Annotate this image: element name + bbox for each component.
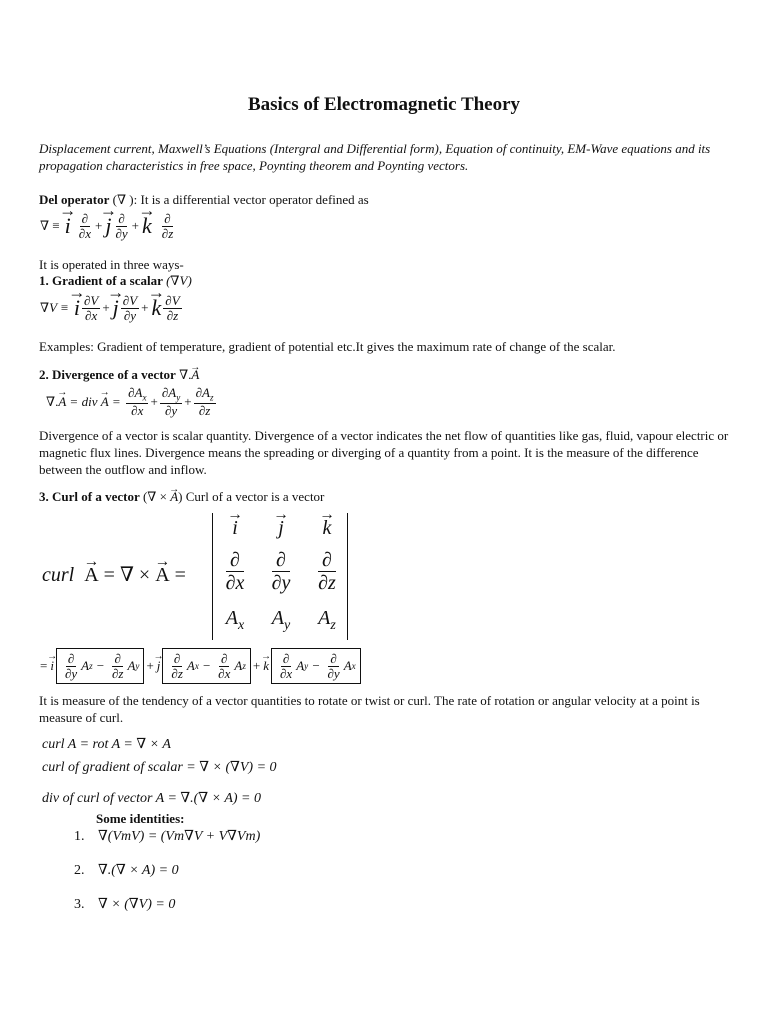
- divergence-heading: 2. Divergence of a vector: [39, 367, 176, 382]
- curl-determinant: → i → j → k ∂ ∂x ∂ ∂y ∂ ∂z $A_x$ $A_y$ $A_z$: [212, 513, 348, 640]
- divergence-heading-line: 2. Divergence of a vector ∇.→ A: [39, 366, 199, 383]
- divergence-symbol: ∇.: [179, 367, 192, 382]
- del-operator-label: Del operator: [39, 192, 110, 207]
- curl-lhs: curl → A = ∇ × → A =: [42, 562, 186, 587]
- curl-heading-line: 3. Curl of a vector (∇ × → A) Curl of a vector is a vector: [39, 488, 324, 505]
- curl-after-text: Curl of a vector is a vector: [182, 489, 325, 504]
- del-operator-line: [39, 191, 369, 208]
- identities-heading: Some identities:: [96, 811, 185, 826]
- divergence-equation: ∇. → A = div → A = $\frac{\partial A_x}{\partial x}$ + $\frac{\partial A_y}{\partial y}$ + $\frac{\partial A_z}{\partial z}$: [46, 386, 218, 418]
- identity-item-3: 3. ∇ × (∇V) = 0: [74, 896, 176, 912]
- page-title: Basics of Electromagnetic Theory: [247, 94, 521, 115]
- operated-text: It is operated in three ways-: [39, 257, 184, 272]
- gradient-examples: Examples: Gradient of temperature, gradient of potential etc.It gives the maximum rate of change of the scalar.: [39, 339, 616, 354]
- identity-item-1: 1. ∇(VmV) = (Vm∇V + V∇Vm): [74, 828, 261, 844]
- div-curl-line: div of curl of vector A = ∇.(∇ × A) = 0: [42, 791, 261, 806]
- del-equation: ∇ ≡ → i $\frac{\partial}{\partial x}$ + → j $\frac{\partial}{\partial y}$ + → k $\frac{\partial}{\partial z}$: [40, 212, 177, 240]
- del-operator-symbol: (∇ ): [112, 192, 134, 207]
- gradient-heading: 1. Gradient of a scalar: [39, 273, 163, 288]
- curl-heading: 3. Curl of a vector: [39, 489, 140, 504]
- gradient-symbol: (∇V): [166, 273, 192, 288]
- identity-item-2: 2. ∇.(∇ × A) = 0: [74, 862, 179, 878]
- divergence-description: Divergence of a vector is scalar quantity. Divergence of a vector indicates the net flow of quantities like gas, fluid, vapour electric or magnetic flux lines. Divergence means the spreading or diverging of a quantity from a point. It is the measure of the difference between the outflow and inflow.: [39, 428, 729, 477]
- curl-gradient-line: curl of gradient of scalar = ∇ × (∇V) = 0: [42, 760, 277, 775]
- curl-symbol-post: ): [178, 489, 183, 504]
- curl-rot-line: curl A = rot A = ∇ × A: [42, 737, 171, 752]
- curl-symbol-pre: (∇ ×: [142, 489, 171, 504]
- curl-expansion: = → i $\frac{\partial}{\partial y}$ A z − $\frac{\partial}{\partial z}$ A y + → j $\frac{\partial}{\partial z}$ A x − $\frac{\partial}{\partial x}$ A z + → k $\frac{\partial}{\partial x}$ A y − $\frac{\partial}{\partial y}$ A x: [40, 648, 363, 684]
- curl-description: It is measure of the tendency of a vector quantities to rotate or twist or curl. The rate of rotation or angular velocity at a point is measure of curl.: [39, 693, 700, 725]
- del-operator-desc: : It is a differential vector operator defined as: [133, 192, 369, 207]
- intro-paragraph: Displacement current, Maxwell’s Equations (Intergral and Differential form), Equation of continuity, EM-Wave equations and its propagation characteristics in free space, Poynting theorem and Poynting vectors.: [39, 141, 711, 173]
- gradient-equation: ∇V ≡ → i $\frac{\partial V}{\partial x}$ + → j $\frac{\partial V}{\partial y}$ + → k $\frac{\partial V}{\partial z}$: [40, 294, 184, 322]
